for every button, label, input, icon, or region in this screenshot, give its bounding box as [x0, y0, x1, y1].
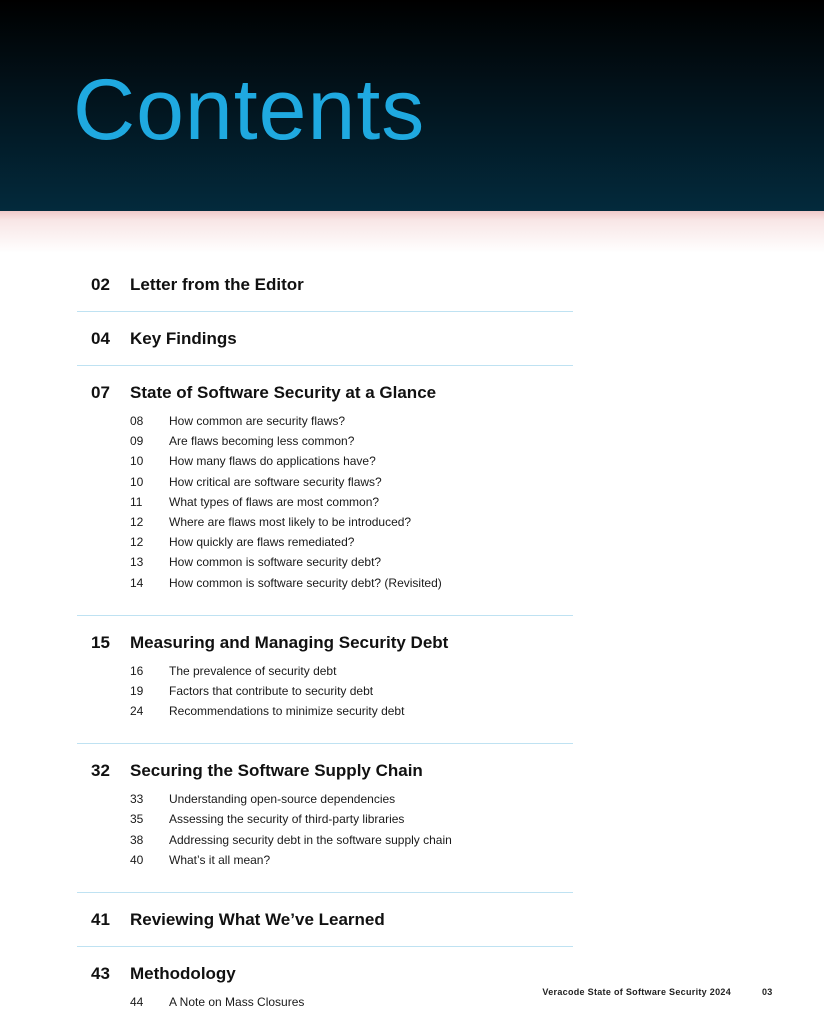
- toc-subsection-title: A Note on Mass Closures: [169, 995, 305, 1009]
- toc-section-title: State of Software Security at a Glance: [130, 383, 437, 402]
- toc-subsection-page-number: 10: [130, 474, 144, 489]
- toc-subsection-page-number: 10: [130, 454, 144, 469]
- toc-section-title: Securing the Software Supply Chain: [130, 761, 423, 781]
- table-of-contents: [77, 258, 573, 1034]
- toc-subsection-link[interactable]: [77, 573, 573, 593]
- toc-subsection-page-number: 16: [130, 663, 144, 678]
- toc-section-page-number: 07: [91, 383, 110, 402]
- toc-subsection-title: Recommendations to minimize security debt: [169, 704, 405, 719]
- toc-section-title: Key Findings: [130, 329, 237, 348]
- toc-subsection-page-number: 09: [130, 434, 144, 449]
- toc-subsection-link[interactable]: [77, 472, 573, 492]
- toc-subsection-title: How quickly are flaws remediated?: [169, 535, 355, 550]
- toc-subsection-link[interactable]: [77, 809, 573, 829]
- toc-section: [77, 365, 573, 615]
- toc-subsection-link[interactable]: [77, 431, 573, 451]
- toc-subsection-link[interactable]: [77, 552, 573, 572]
- toc-subsection-page-number: 38: [130, 832, 144, 847]
- toc-subsection-link[interactable]: [77, 850, 573, 870]
- toc-section: [77, 311, 573, 365]
- toc-subsection-link[interactable]: [77, 411, 573, 431]
- toc-subsection-page-number: 40: [130, 852, 144, 867]
- toc-section-title: Letter from the Editor: [130, 275, 304, 294]
- toc-section-link[interactable]: [77, 312, 573, 365]
- header-banner: [0, 0, 824, 211]
- toc-subsection-title: Understanding open-source dependencies: [169, 792, 396, 807]
- toc-subsection-title: Assessing the security of third-party libraries: [169, 812, 405, 827]
- toc-subsection-list: [77, 661, 573, 744]
- toc-subsection-link[interactable]: [77, 830, 573, 850]
- toc-subsection-page-number: 33: [130, 792, 144, 807]
- toc-subsection-title: What types of flaws are most common?: [169, 494, 380, 509]
- toc-subsection-title: Where are flaws most likely to be introduced?: [169, 514, 412, 529]
- toc-subsection-link[interactable]: [77, 701, 573, 721]
- toc-subsection-page-number: 35: [130, 812, 144, 827]
- toc-section-page-number: 32: [91, 761, 110, 781]
- header-accent-band: [0, 211, 824, 253]
- toc-subsection-title: How critical are software security flaws?: [169, 474, 382, 489]
- toc-subsection-list: [77, 789, 573, 892]
- toc-section: [77, 615, 573, 744]
- toc-subsection-title: Are flaws becoming less common?: [169, 434, 355, 449]
- toc-subsection-page-number: 12: [130, 514, 144, 529]
- toc-subsection-link[interactable]: [77, 661, 573, 681]
- toc-section-page-number: 43: [91, 964, 110, 983]
- toc-section-title: Methodology: [130, 964, 236, 983]
- toc-subsection-page-number: 11: [130, 494, 143, 509]
- toc-section-page-number: 02: [91, 275, 110, 294]
- toc-subsection-title: How common are security flaws?: [169, 414, 346, 428]
- toc-subsection-page-number: 08: [130, 414, 144, 428]
- toc-subsection-title: The prevalence of security debt: [169, 663, 337, 678]
- toc-subsection-title: Addressing security debt in the software supply chain: [169, 832, 452, 847]
- toc-section-page-number: 15: [91, 632, 110, 652]
- toc-subsection-link[interactable]: [77, 512, 573, 532]
- toc-section-link[interactable]: [77, 258, 573, 311]
- toc-subsection-page-number: 24: [130, 704, 144, 719]
- toc-section: [77, 946, 573, 1034]
- toc-subsection-title: How many flaws do applications have?: [169, 454, 376, 469]
- toc-subsection-title: How common is software security debt? (Revisited): [169, 575, 442, 590]
- toc-subsection-page-number: 12: [130, 535, 144, 550]
- footer-page-number: 03: [762, 987, 773, 997]
- footer-publication-title: Veracode State of Software Security 2024: [542, 987, 731, 997]
- toc-subsection-title: What’s it all mean?: [169, 852, 271, 867]
- toc-section: [77, 743, 573, 892]
- toc-section-link[interactable]: [77, 893, 573, 946]
- toc-section-title: Reviewing What We’ve Learned: [130, 910, 385, 929]
- toc-subsection-link[interactable]: [77, 492, 573, 512]
- toc-subsection-list: [77, 992, 573, 1034]
- toc-subsection-link[interactable]: [77, 681, 573, 701]
- toc-subsection-page-number: 13: [130, 555, 144, 570]
- page-title: Contents: [73, 62, 426, 158]
- toc-section: [77, 892, 573, 946]
- toc-subsection-title: How common is software security debt?: [169, 555, 382, 570]
- toc-section-title: Measuring and Managing Security Debt: [130, 632, 449, 652]
- toc-subsection-list: [77, 411, 573, 615]
- toc-subsection-link[interactable]: [77, 992, 573, 1012]
- toc-subsection-title: Factors that contribute to security debt: [169, 683, 374, 698]
- toc-subsection-page-number: 44: [130, 995, 144, 1009]
- toc-subsection-link[interactable]: [77, 451, 573, 471]
- toc-subsection-page-number: 19: [130, 683, 144, 698]
- toc-subsection-link[interactable]: [77, 532, 573, 552]
- toc-section: [77, 258, 573, 311]
- toc-subsection-page-number: 14: [130, 575, 144, 590]
- toc-subsection-link[interactable]: [77, 789, 573, 809]
- toc-section-page-number: 41: [91, 910, 110, 929]
- toc-section-page-number: 04: [91, 329, 110, 348]
